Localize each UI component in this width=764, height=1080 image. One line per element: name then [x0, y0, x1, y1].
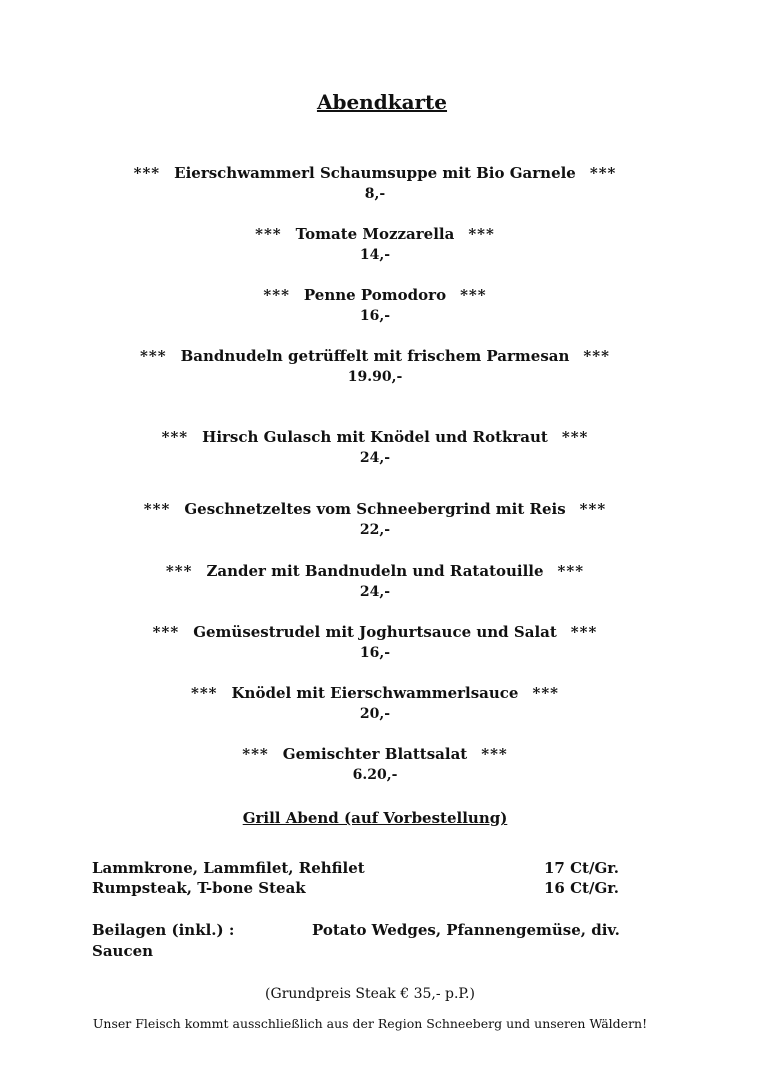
dish-name: Zander mit Bandnudeln und Ratatouille: [206, 562, 544, 580]
stars-right: ***: [579, 500, 607, 518]
stars-left: ***: [165, 562, 193, 580]
stars-left: ***: [152, 623, 180, 641]
stars-right: ***: [589, 164, 617, 182]
dish-price: 14,-: [359, 247, 391, 263]
stars-left: ***: [255, 225, 282, 243]
dish-item: [0, 162, 750, 204]
stars-left: ***: [133, 164, 161, 182]
dish-name: Eierschwammerl Schaumsuppe mit Bio Garnele: [174, 164, 576, 182]
grill-item-name: Lammkrone, Lammfilet, Rehfilet: [92, 859, 365, 877]
dish-item: [0, 345, 750, 387]
stars-left: ***: [161, 428, 189, 446]
dish-name: Gemischter Blattsalat: [282, 745, 468, 763]
grill-row: [92, 858, 622, 878]
grill-item-price: 16 Ct/Gr.: [544, 879, 619, 897]
stars-right: ***: [532, 684, 560, 702]
dish-name: Bandnudeln getrüffelt mit frischem Parmesan: [180, 347, 570, 365]
stars-left: ***: [143, 500, 171, 518]
dish-price: 16,-: [359, 308, 391, 324]
menu-title: Abendkarte: [316, 90, 448, 114]
dish-name: Knödel mit Eierschwammerlsauce: [231, 684, 519, 702]
dish-name: Tomate Mozzarella: [295, 225, 455, 243]
beilagen-continuation: Saucen: [92, 942, 154, 960]
dish-name: Geschnetzeltes vom Schneebergrind mit Reis: [184, 500, 566, 518]
grundpreis-note: (Grundpreis Steak € 35,- p.P.): [265, 986, 475, 1002]
dish-price: 24,-: [359, 450, 391, 466]
stars-left: ***: [190, 684, 218, 702]
stars-right: ***: [557, 562, 585, 580]
grill-item-name: Rumpsteak, T-bone Steak: [92, 879, 306, 897]
dish-name: Penne Pomodoro: [303, 286, 447, 304]
stars-left: ***: [140, 347, 167, 365]
beilagen-label: Beilagen (inkl.) :: [92, 921, 235, 939]
dish-item: [0, 223, 750, 265]
dish-name: Hirsch Gulasch mit Knödel und Rotkraut: [202, 428, 548, 446]
dish-price: 8,-: [364, 186, 386, 202]
dish-item: [0, 621, 750, 663]
grill-item-price: 17 Ct/Gr.: [544, 859, 619, 877]
stars-right: ***: [570, 623, 598, 641]
dish-item: [0, 498, 750, 540]
grill-heading: Grill Abend (auf Vorbestellung): [242, 809, 508, 827]
dish-price: 6.20,-: [352, 767, 398, 783]
dish-item: [0, 682, 750, 724]
dish-price: 19.90,-: [347, 369, 403, 385]
stars-right: ***: [561, 428, 589, 446]
stars-right: ***: [460, 286, 487, 304]
grill-row: [92, 878, 622, 898]
stars-left: ***: [242, 745, 269, 763]
stars-right: ***: [468, 225, 495, 243]
dish-price: 20,-: [359, 706, 391, 722]
stars-right: ***: [583, 347, 610, 365]
dish-item: [0, 426, 750, 468]
beilagen-value: Potato Wedges, Pfannengemüse, div.: [312, 921, 620, 939]
footer-note: Unser Fleisch kommt ausschließlich aus der Region Schneeberg und unseren Wäldern!: [92, 1016, 648, 1031]
dish-item: [0, 284, 750, 326]
stars-left: ***: [263, 286, 290, 304]
dish-price: 16,-: [359, 645, 391, 661]
dish-item: [0, 560, 750, 602]
dish-name: Gemüsestrudel mit Joghurtsauce und Salat: [193, 623, 557, 641]
dish-item: [0, 743, 750, 785]
dish-price: 24,-: [359, 584, 391, 600]
dish-price: 22,-: [359, 522, 391, 538]
stars-right: ***: [481, 745, 508, 763]
